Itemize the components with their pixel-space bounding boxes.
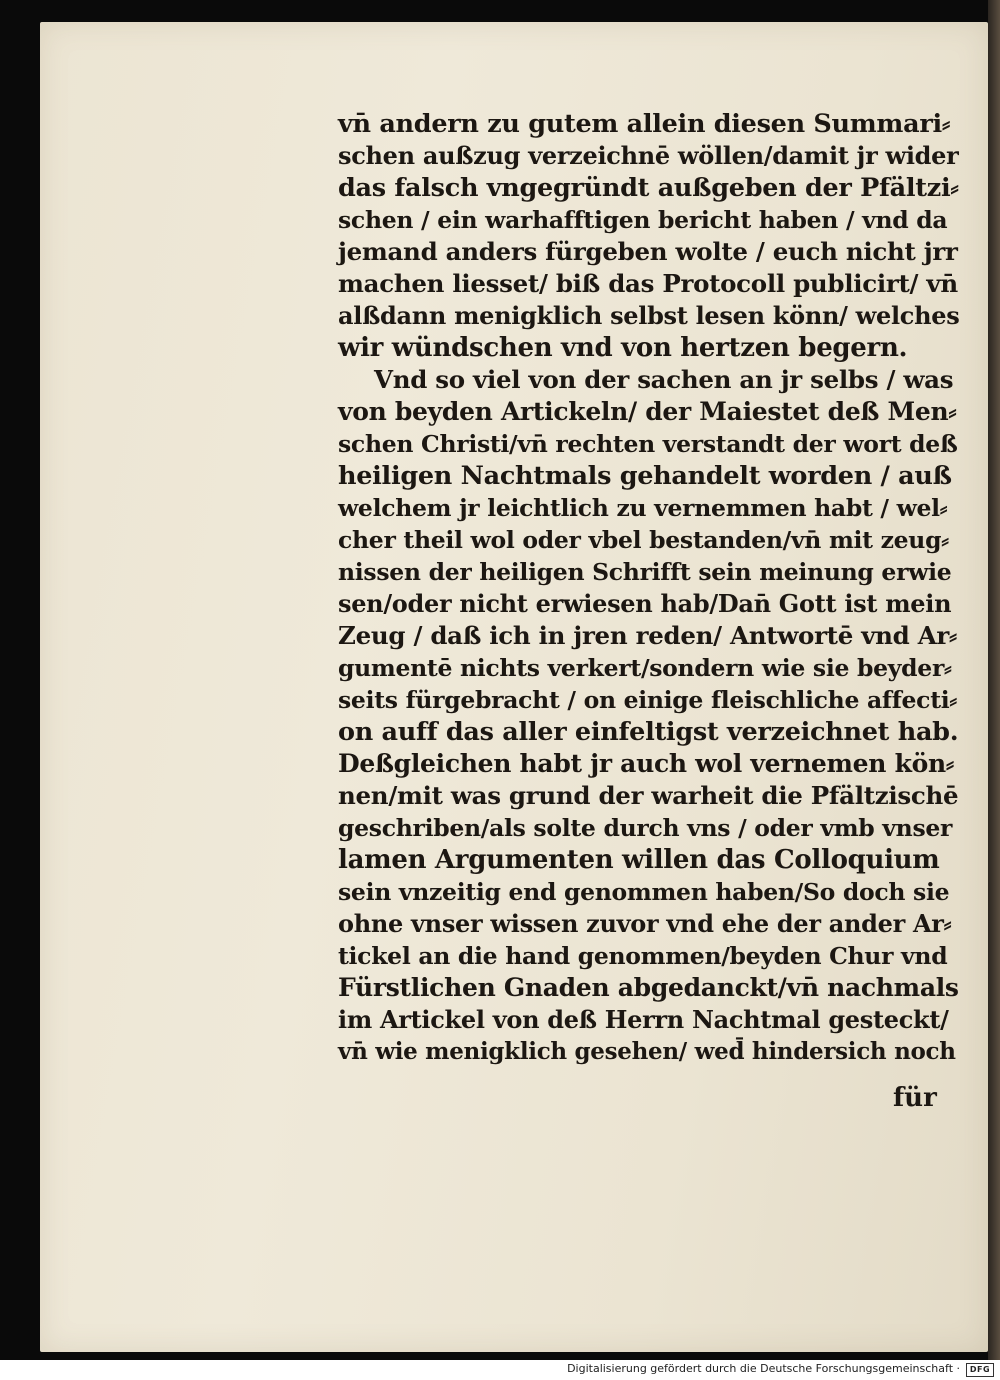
text-line: sein vnzeitig end genommen haben/So doch sie [338, 878, 950, 906]
text-line: machen liesset/ biß das Protocoll publicirt/ vn̄ [338, 269, 958, 298]
text-line: Zeug / daß ich in jren reden/ Antwortē vnd Ar⸗ [338, 621, 957, 650]
text-line: heiligen Nachtmals gehandelt worden / auß [338, 461, 952, 491]
text-line: schen / ein warhafftigen bericht haben / vnd da [338, 206, 948, 234]
footer-credit: Digitalisierung gefördert durch die Deutsche Forschungsgemeinschaft · [567, 1362, 960, 1375]
text-line: vn̄ wie menigklich gesehen/ wed̄ hindersich noch [338, 1038, 956, 1065]
text-line: nen/mit was grund der warheit die Pfältzischē [338, 781, 959, 810]
text-line: welchem jr leichtlich zu vernemmen habt / wel⸗ [338, 494, 948, 522]
text-line: das falsch vngegründt außgeben der Pfältzi⸗ [338, 173, 959, 203]
text-line-indented: Vnd so viel von der sachen an jr selbs / was [374, 365, 954, 394]
binding-edge [988, 0, 1000, 1360]
text-line: cher theil wol oder vbel bestanden/vn̄ mit zeug⸗ [338, 526, 949, 554]
text-line: on auff das aller einfeltigst verzeichnet hab. [338, 717, 959, 747]
text-line: schen Christi/vn̄ rechten verstandt der wort deß [338, 430, 958, 458]
text-line: im Artickel von deß Herrn Nachtmal gesteckt/ [338, 1005, 949, 1034]
text-line: Deßgleichen habt jr auch wol vernemen kön⸗ [338, 749, 954, 778]
footer-bar [0, 1360, 1000, 1380]
text-line: ohne vnser wissen zuvor vnd ehe der ander Ar⸗ [338, 909, 952, 938]
dfg-logo-icon: DFG [966, 1363, 994, 1377]
text-line: tickel an die hand genommen/beyden Chur vnd [338, 942, 948, 970]
text-line: sen/oder nicht erwiesen hab/Dan̄ Gott ist mein [338, 589, 952, 618]
text-line: jemand anders fürgeben wolte / euch nicht jrr [338, 237, 958, 266]
text-line: von beyden Artickeln/ der Maiestet deß Men⸗ [338, 397, 957, 426]
text-line: alßdann menigklich selbst lesen könn/ welches [338, 301, 960, 330]
text-line: geschriben/als solte durch vns / oder vmb vnser [338, 814, 953, 842]
text-line: gumentē nichts verkert/sondern wie sie beyder⸗ [338, 654, 952, 682]
text-line: seits fürgebracht / on einige fleischliche affecti⸗ [338, 686, 957, 714]
text-line: lamen Argumenten willen das Colloquium [338, 845, 940, 875]
text-line: nissen der heiligen Schrifft sein meinung erwie [338, 558, 952, 586]
text-line: schen außzug verzeichnē wöllen/damit jr wider [338, 141, 959, 170]
catchword: für [893, 1083, 937, 1113]
text-line: Fürstlichen Gnaden abgedanckt/vn̄ nachmals [338, 973, 959, 1002]
text-line: vn̄ andern zu gutem allein diesen Summari⸗ [338, 109, 951, 139]
text-line: wir wündschen vnd von hertzen begern. [338, 333, 908, 363]
